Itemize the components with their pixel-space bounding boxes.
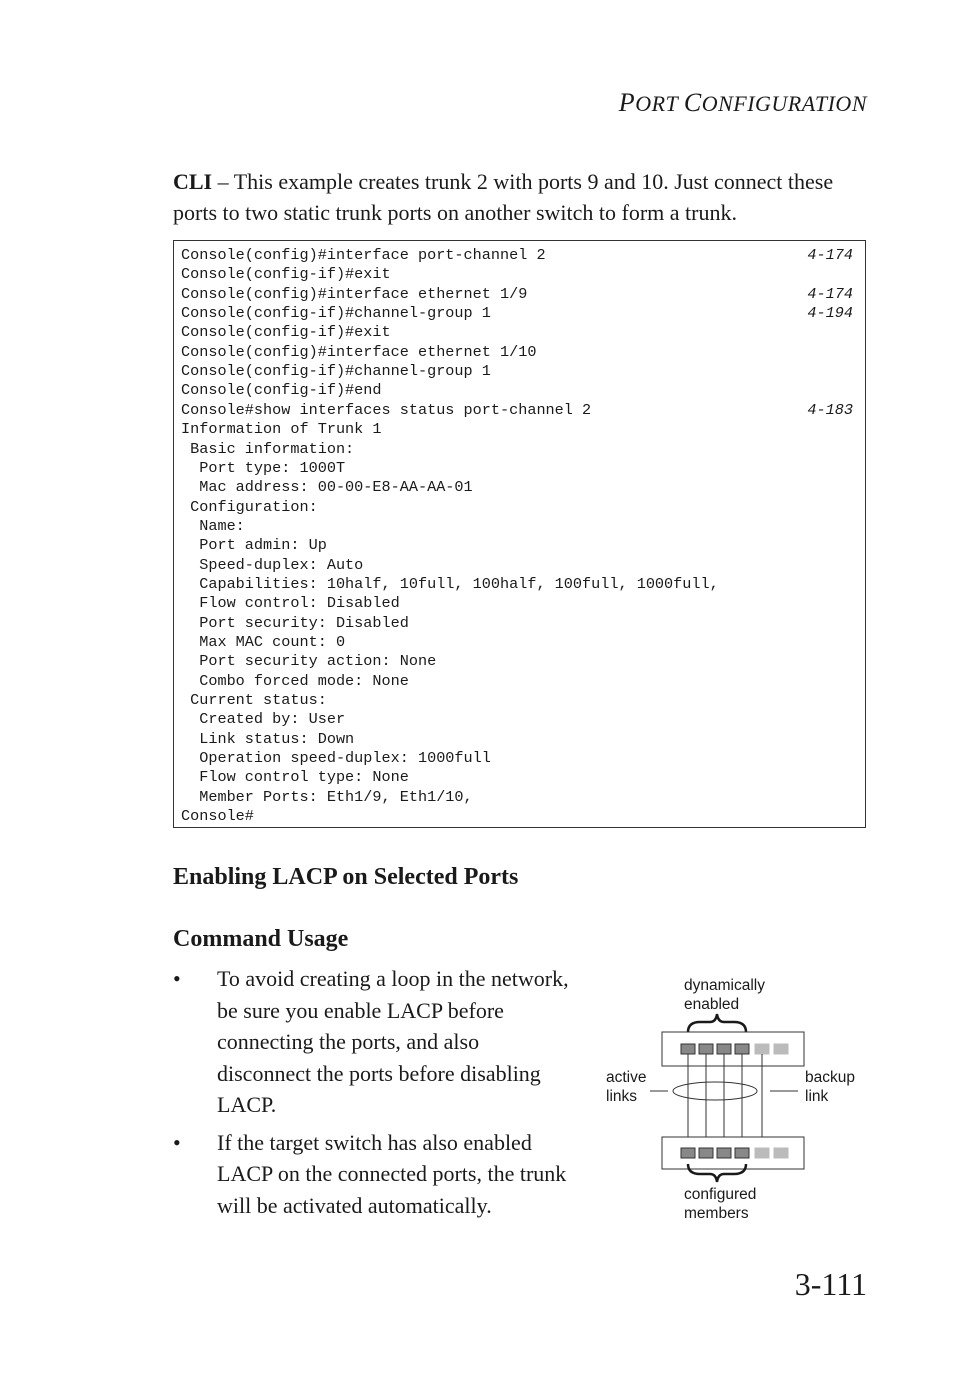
code-line bbox=[181, 633, 853, 652]
bullet-text: If the target switch has also enabled LACP on the connected ports, the trunk will be activated automatically. bbox=[217, 1129, 567, 1218]
code-line bbox=[181, 788, 853, 807]
bullet-marker: • bbox=[173, 966, 181, 991]
label-backup: backup bbox=[805, 1069, 855, 1086]
label-members: members bbox=[684, 1205, 749, 1222]
code-text: Capabilities: 10half, 10full, 100half, 100full, 1000full, bbox=[181, 574, 719, 593]
code-text: Flow control type: None bbox=[181, 768, 409, 787]
list-item bbox=[173, 963, 573, 1121]
code-text: Speed-duplex: Auto bbox=[181, 555, 364, 574]
code-text: Basic information: bbox=[181, 439, 355, 458]
code-text: Console(config-if)#channel-group 1 bbox=[181, 362, 491, 381]
code-text: Current status: bbox=[181, 691, 327, 710]
code-text: Console(config)#interface port-channel 2 bbox=[181, 246, 546, 264]
code-line bbox=[181, 749, 853, 768]
code-line bbox=[181, 478, 853, 497]
code-line bbox=[181, 362, 853, 381]
code-line bbox=[181, 304, 853, 323]
label-link: link bbox=[805, 1088, 829, 1105]
code-line bbox=[181, 594, 853, 613]
code-text: Created by: User bbox=[181, 710, 346, 729]
code-page-ref: 4-183 bbox=[807, 400, 853, 419]
code-line bbox=[181, 614, 853, 633]
code-text: Console# bbox=[181, 807, 254, 826]
code-block bbox=[173, 240, 866, 828]
code-line bbox=[181, 730, 853, 749]
page-number: 3-111 bbox=[794, 1266, 867, 1302]
code-text: Max MAC count: 0 bbox=[181, 633, 346, 651]
top-brace-icon bbox=[688, 1014, 746, 1032]
label-dynamically: dynamically bbox=[684, 977, 765, 994]
label-links: links bbox=[606, 1088, 638, 1105]
code-line bbox=[181, 768, 853, 787]
label-active: active bbox=[606, 1069, 647, 1086]
bullet-list bbox=[173, 963, 573, 1227]
list-item bbox=[173, 1127, 573, 1222]
label-configured: configured bbox=[684, 1186, 757, 1203]
lacp-diagram bbox=[600, 970, 870, 1230]
code-line bbox=[181, 420, 853, 439]
code-text: Console(config-if)#exit bbox=[181, 323, 391, 342]
code-line bbox=[181, 498, 853, 517]
header-rest-2: ONFIGURATION bbox=[701, 91, 867, 116]
code-text: Console(config)#interface ethernet 1/9 bbox=[181, 284, 528, 303]
code-line bbox=[181, 710, 853, 729]
link-lines bbox=[688, 1054, 762, 1148]
code-text: Name: bbox=[181, 516, 245, 535]
code-text: Operation speed-duplex: 1000full bbox=[181, 749, 491, 768]
code-page-ref: 4-174 bbox=[807, 284, 853, 303]
code-text: Port admin: Up bbox=[181, 536, 327, 555]
code-line bbox=[181, 343, 853, 362]
code-text: Configuration: bbox=[181, 497, 318, 516]
code-text: Console(config)#interface ethernet 1/10 bbox=[181, 342, 537, 361]
code-line bbox=[181, 652, 853, 671]
code-line bbox=[181, 672, 853, 691]
bullet-marker: • bbox=[173, 1129, 181, 1155]
code-line bbox=[181, 459, 853, 478]
code-line bbox=[181, 440, 853, 459]
header-initial-2: C bbox=[683, 88, 702, 117]
code-text: Flow control: Disabled bbox=[181, 594, 400, 613]
code-text: Console#show interfaces status port-channel 2 bbox=[181, 400, 592, 419]
intro-paragraph bbox=[173, 166, 873, 228]
code-text: Mac address: 00-00-E8-AA-AA-01 bbox=[181, 478, 473, 497]
code-text: Link status: Down bbox=[181, 729, 355, 748]
code-line bbox=[181, 285, 853, 304]
code-line bbox=[181, 265, 853, 284]
code-line bbox=[181, 246, 853, 265]
code-line bbox=[181, 691, 853, 710]
code-line bbox=[181, 517, 853, 536]
code-text: Port type: 1000T bbox=[181, 458, 346, 477]
label-enabled-text: enabled bbox=[684, 996, 740, 1013]
intro-label: CLI bbox=[173, 169, 213, 194]
code-text: Information of Trunk 1 bbox=[181, 420, 382, 439]
code-text: Port security: Disabled bbox=[181, 613, 409, 632]
code-text: Console(config-if)#channel-group 1 bbox=[181, 304, 491, 323]
code-line bbox=[181, 323, 853, 342]
code-page-ref: 4-194 bbox=[807, 304, 853, 323]
active-links-ellipse bbox=[673, 1082, 757, 1100]
code-text: Combo forced mode: None bbox=[181, 671, 409, 690]
section-heading-command-usage: Command Usage bbox=[173, 926, 349, 952]
section-heading-lacp: Enabling LACP on Selected Ports bbox=[173, 864, 519, 890]
code-line bbox=[181, 807, 853, 826]
code-text: Console(config-if)#exit bbox=[181, 265, 391, 284]
code-line bbox=[181, 381, 853, 400]
header-rest: ORT bbox=[635, 91, 678, 116]
code-text: Member Ports: Eth1/9, Eth1/10, bbox=[181, 787, 473, 806]
code-text: Console(config-if)#end bbox=[181, 381, 382, 400]
bullet-text: To avoid creating a loop in the network, be sure you enable LACP before connecting the ports, and also disconnect the ports before disabling LACP. bbox=[217, 966, 569, 1117]
intro-text: – This example creates trunk 2 with ports 9 and 10. Just connect these ports to two static trunk ports on another switch to form a trunk. bbox=[173, 169, 834, 225]
code-text: Port security action: None bbox=[181, 652, 437, 671]
code-page-ref: 4-174 bbox=[807, 246, 853, 264]
code-line bbox=[181, 575, 853, 594]
code-line bbox=[181, 401, 853, 420]
running-header bbox=[619, 88, 867, 118]
code-line bbox=[181, 556, 853, 575]
code-line bbox=[181, 536, 853, 555]
header-initial: P bbox=[618, 88, 636, 117]
